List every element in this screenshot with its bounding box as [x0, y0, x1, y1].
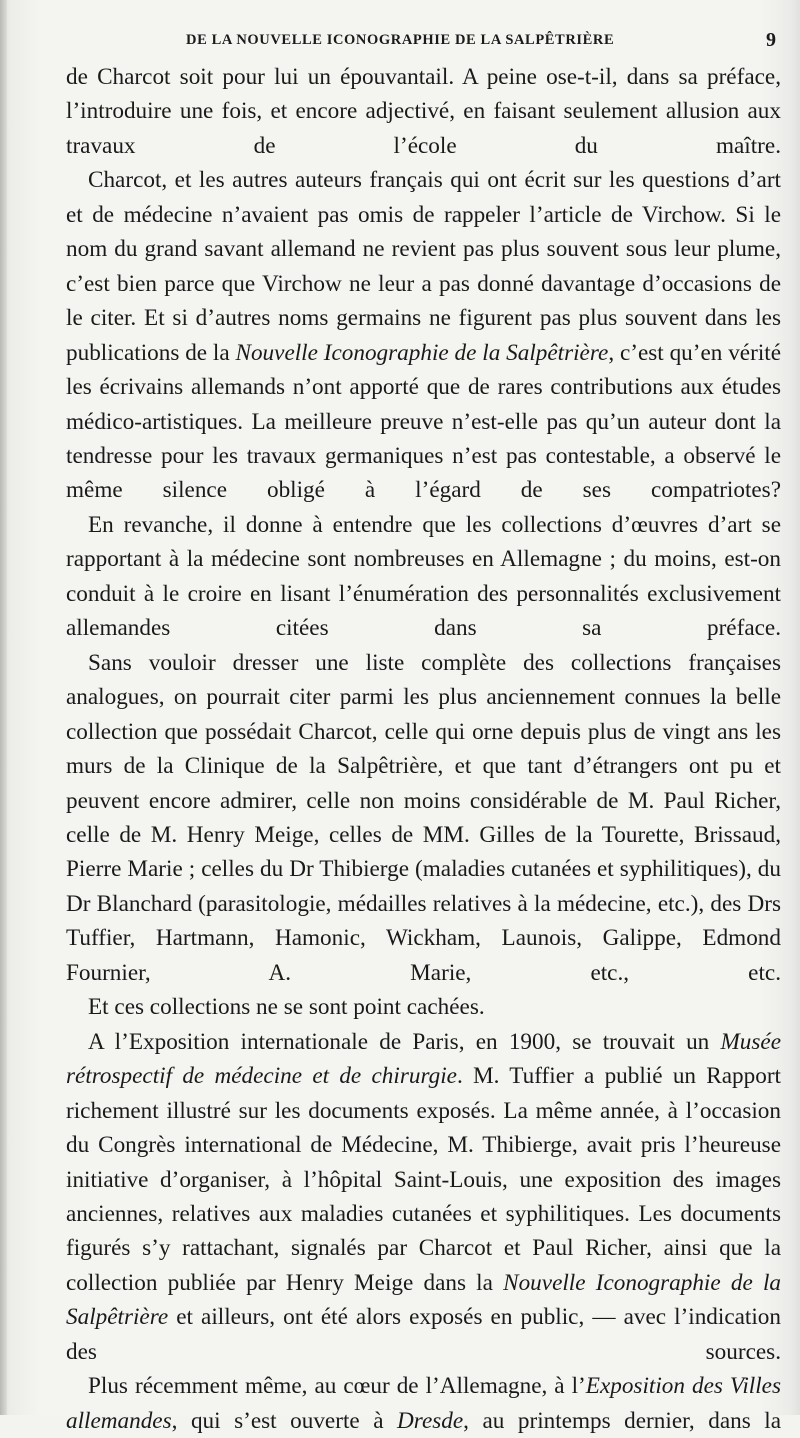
paragraph [66, 60, 781, 163]
page-spine-shadow [0, 0, 7, 1415]
italic-text-segment: Exposition des Villes allemandes [66, 1373, 781, 1434]
body-text [66, 60, 781, 1438]
text-segment: Et ces collections ne se sont point cachées. [88, 994, 485, 1021]
paragraph [66, 1025, 781, 1370]
text-segment: Charcot, et les autres auteurs français qui ont écrit sur les questions d’art et de médecine n’avaient pas omis de rappeler l’article de Virchow. Si le nom du grand savant allemand ne revient pas plus souvent sous leur plume, c’est bien parce que Virchow ne leur a pas donné davantage d’occasions de le citer. Et si d’autres noms germains ne figurent pas plus souvent dans les publications de la [66, 167, 781, 366]
italic-text-segment: Nouvelle Iconographie de la Salpêtrière [66, 1269, 781, 1331]
paragraph [66, 990, 781, 1024]
text-segment: , au printemps dernier, dans la [463, 1407, 782, 1434]
text-segment: A l’Exposition internationale de Paris, en 1900, se trouvait un [88, 1028, 721, 1055]
paragraph [66, 163, 781, 508]
running-header-title: DE LA NOUVELLE ICONOGRAPHIE DE LA SALPÊTRIÈRE [186, 32, 615, 48]
text-segment: Sans vouloir dresser une liste complète des collections françaises analogues, on pourrait citer parmi les plus anciennement connues la belle collection que possédait Charcot, celle qui orne depuis plus de vingt ans les murs de la Clinique de la Salpêtrière, et que tant d’étrangers ont pu et peuvent encore admirer, celle non moins considérable de M. Paul Richer, celle de M. Henry Meige, celles de MM. Gilles de la Tourette, Brissaud, Pierre Marie ; celles du Dr Thibierge (maladies cutanées et syphilitiques), du Dr Blanchard (parasitologie, médailles relatives à la médecine, etc.), des Drs Tuffier, Hartmann, Hamonic, Wickham, Launois, Galippe, Edmond Fournier, A. Marie, etc., etc. [66, 649, 781, 986]
paragraph [66, 508, 781, 646]
running-header [0, 29, 800, 56]
text-segment: Plus récemment même, au cœur de l’Allemagne, à l’ [88, 1373, 586, 1400]
italic-text-segment: Nouvelle Iconographie de la Salpêtrière [235, 339, 609, 366]
text-segment: , qui s’est ouverte à [171, 1407, 398, 1434]
paragraph [66, 646, 781, 991]
paragraph [66, 1369, 781, 1438]
text-segment: , c’est qu’en vérité les écrivains allemands n’ont apporté que de rares contributions aux études médico-artistiques. La meilleure preuve n’est-elle pas qu’un auteur dont la tendresse pour les travaux germaniques n’est pas contestable, a observé le même silence obligé à l’égard de ses compatriotes? [66, 339, 781, 504]
text-segment: et ailleurs, ont été alors exposés en public, — avec l’indication des sources. [66, 1304, 781, 1365]
text-segment: En revanche, il donne à entendre que les collections d’œuvres d’art se rapportant à la médecine sont nombreuses en Allemagne ; du moins, est-on conduit à le croire en lisant l’énumération des personnalités exclusivement allemandes citées dans sa préface. [66, 511, 781, 642]
italic-text-segment: Musée rétrospectif de médecine et de chirurgie [66, 1028, 781, 1090]
italic-text-segment: Dresde [397, 1407, 464, 1434]
text-segment: . M. Tuffier a publié un Rapport richement illustré sur les documents exposés. La même année, à l’occasion du Congrès international de Médecine, M. Thibierge, avait pris l’heureuse initiative d’organiser, à l’hôpital Saint-Louis, une exposition des images anciennes, relatives aux maladies cutanées et syphilitiques. Les documents figurés s’y rattachant, signalés par Charcot et Paul Richer, ainsi que la collection publiée par Henry Meige dans la [66, 1063, 781, 1296]
text-segment: de Charcot soit pour lui un épouvantail. A peine ose-t-il, dans sa préface, l’introduire une fois, et encore adjectivé, en faisant seulement allusion aux travaux de l’école du maître. [66, 64, 781, 159]
page-number: 9 [766, 29, 776, 51]
